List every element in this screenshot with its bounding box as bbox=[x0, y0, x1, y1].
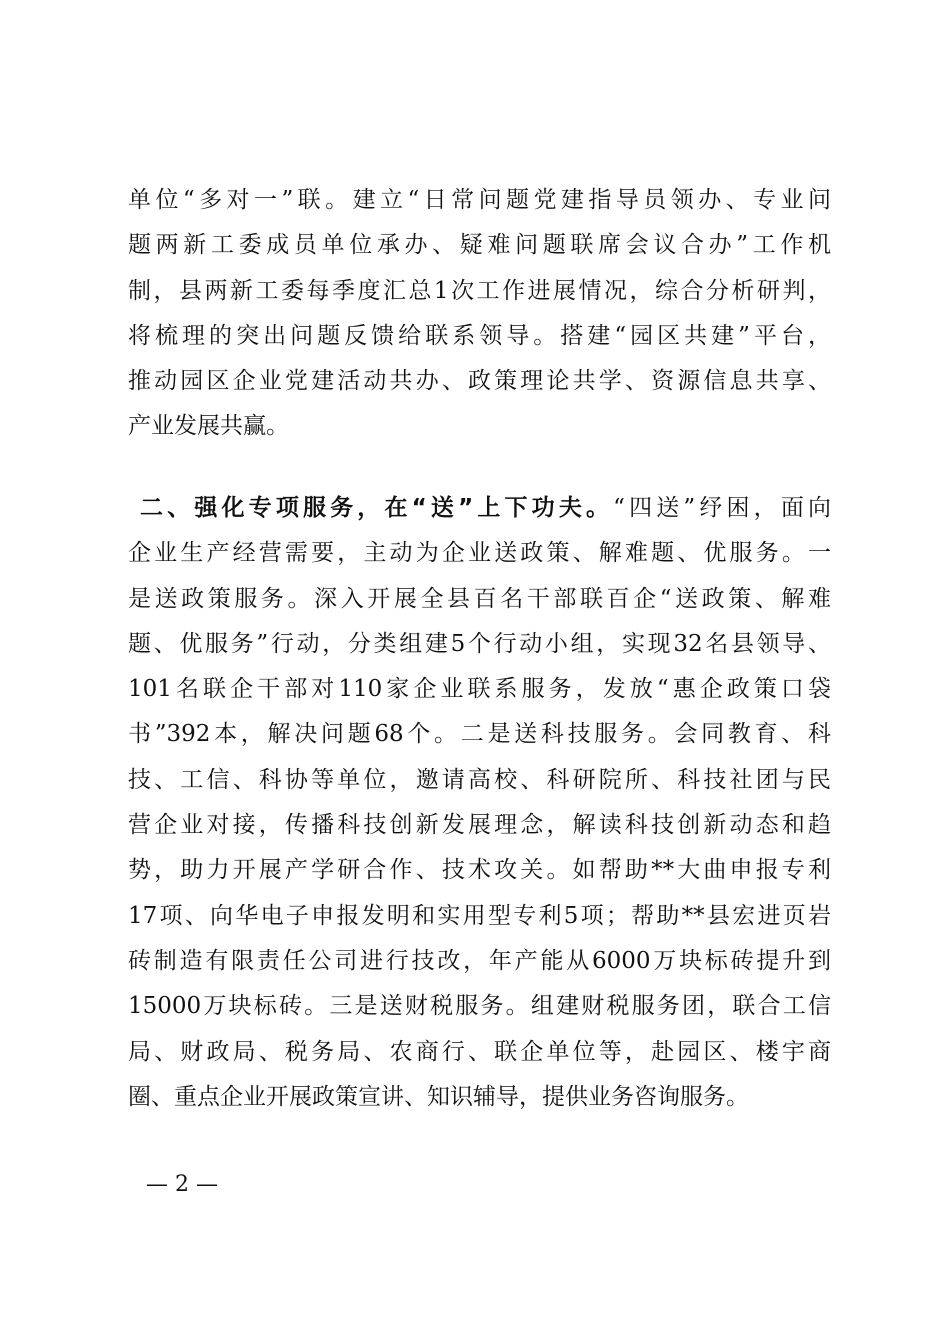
paragraph-special-services bbox=[128, 486, 831, 1120]
text-line: 101名联企干部对110家企业联系服务，发放“惠企政策口袋 bbox=[128, 676, 831, 703]
text-line: 题两新工委成员单位承办、疑难问题联席会议合办”工作机 bbox=[128, 232, 831, 259]
text-line: 局、财政局、税务局、农商行、联企单位等，赴园区、楼宇商 bbox=[128, 1038, 831, 1065]
text-line: 砖制造有限责任公司进行技改，年产能从6000万块标砖提升到 bbox=[128, 947, 831, 974]
text-line: 推动园区企业党建活动共办、政策理论共学、资源信息共享、 bbox=[128, 368, 831, 395]
text-line: 势，助力开展产学研合作、技术攻关。如帮助**大曲申报专利 bbox=[128, 857, 831, 884]
text-line: 将梳理的突出问题反馈给联系领导。搭建“园区共建”平台， bbox=[128, 322, 831, 349]
text-line: 17项、向华电子申报发明和实用型专利5项；帮助**县宏进页岩 bbox=[128, 902, 831, 929]
text-line: 是送政策服务。深入开展全县百名干部联百企“送政策、解难 bbox=[128, 585, 831, 612]
page-number: — 2 — bbox=[146, 1172, 218, 1197]
heading-line-rest: “四送”纾困，面向 bbox=[613, 495, 831, 521]
text-line: 书”392本，解决问题68个。二是送科技服务。会同教育、科 bbox=[128, 721, 831, 748]
text-line: 营企业对接，传播科技创新发展理念，解读科技创新动态和趋 bbox=[128, 812, 831, 839]
text-line: 企业生产经营需要，主动为企业送政策、解难题、优服务。一 bbox=[128, 540, 831, 567]
text-line: 技、工信、科协等单位，邀请高校、科研院所、科技社团与民 bbox=[128, 766, 831, 793]
text-line: 15000万块标砖。三是送财税服务。组建财税服务团，联合工信 bbox=[128, 993, 831, 1020]
text-line: 题、优服务”行动，分类组建5个行动小组，实现32名县领导、 bbox=[128, 630, 831, 657]
heading-line bbox=[128, 486, 831, 531]
paragraph-party-building bbox=[128, 178, 831, 450]
text-line: 圈、重点企业开展政策宣讲、知识辅导，提供业务咨询服务。 bbox=[128, 1083, 749, 1110]
text-line: 产业发展共赢。 bbox=[128, 413, 289, 440]
text-line: 单位“多对一”联。建立“日常问题党建指导员领办、专业问 bbox=[128, 187, 831, 213]
text-line: 制，县两新工委每季度汇总1次工作进展情况，综合分析研判， bbox=[128, 277, 831, 304]
section-heading: 二、强化专项服务，在“送”上下功夫。 bbox=[140, 495, 614, 521]
